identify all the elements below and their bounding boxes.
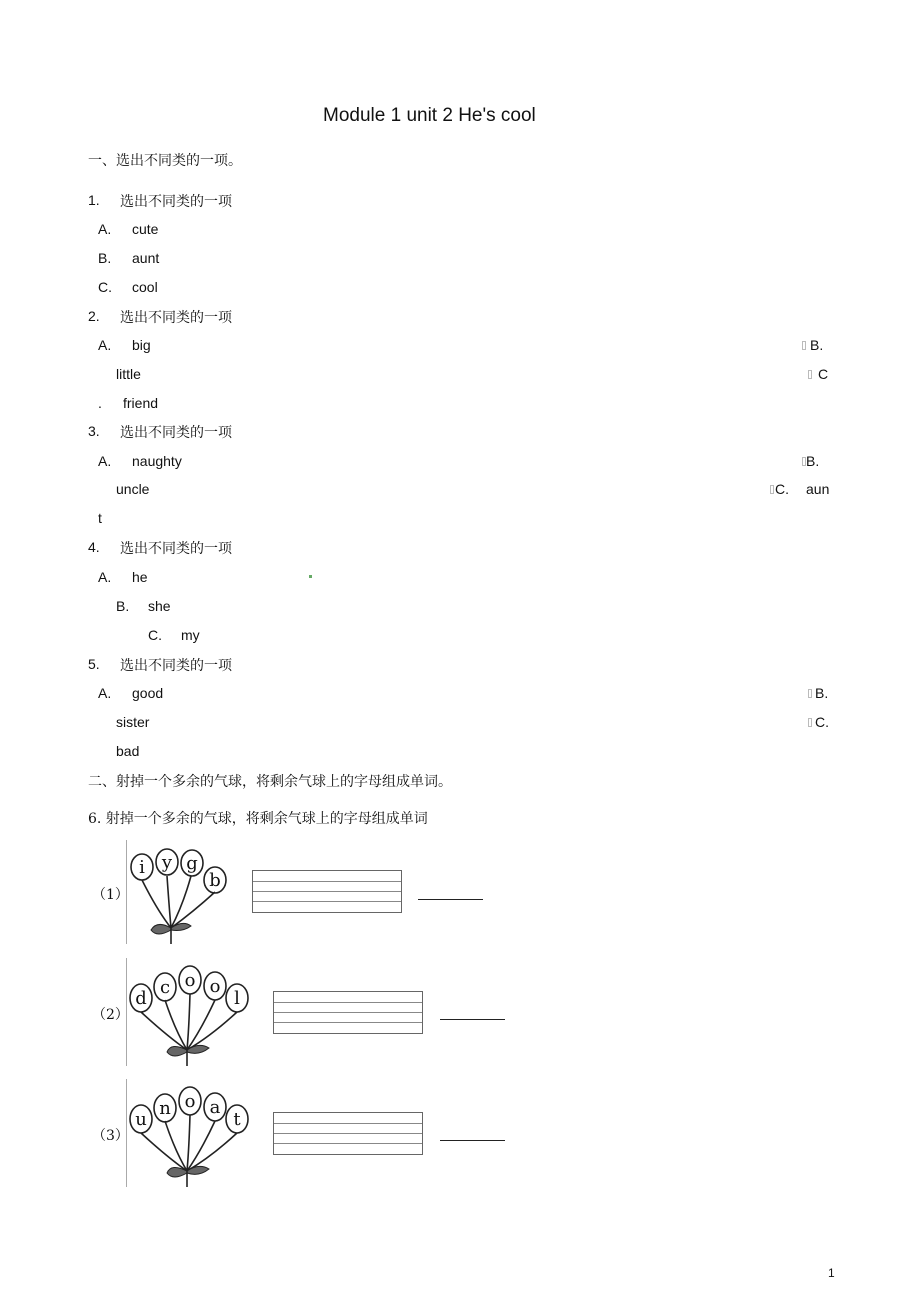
question-6-prompt: 6. 射掉一个多余的气球，将剩余气球上的字母组成单词 bbox=[88, 811, 428, 827]
balloon-letter: l bbox=[234, 988, 240, 1009]
answer-blank[interactable] bbox=[440, 1019, 505, 1020]
balloon-letter: o bbox=[209, 976, 221, 997]
scan-artifact bbox=[808, 718, 812, 727]
balloon-letter: g bbox=[186, 853, 198, 874]
balloon-letter: o bbox=[184, 1091, 196, 1112]
option-label: A. bbox=[98, 685, 112, 701]
question-2-number: 2. bbox=[88, 308, 100, 324]
balloon-letter: n bbox=[159, 1098, 171, 1119]
balloon-letter: o bbox=[184, 970, 196, 991]
question-3-number: 3. bbox=[88, 423, 100, 439]
question-5-number: 5. bbox=[88, 656, 100, 672]
option-label: A. bbox=[98, 453, 112, 469]
balloon-letter: i bbox=[139, 857, 145, 878]
option-text: bad bbox=[116, 743, 140, 759]
option-text: friend bbox=[123, 395, 159, 411]
balloon-letter: b bbox=[209, 870, 221, 891]
option-text: naughty bbox=[132, 453, 182, 469]
balloon-bunch-illustration bbox=[126, 840, 231, 944]
balloon-letter: a bbox=[209, 1097, 221, 1118]
option-text: t bbox=[98, 510, 102, 526]
option-label: C. bbox=[775, 481, 789, 497]
option-text: she bbox=[148, 598, 171, 614]
option-label: C. bbox=[98, 279, 112, 295]
question-5-prompt: 选出不同类的一项 bbox=[120, 658, 232, 674]
option-text: little bbox=[116, 366, 141, 382]
balloon-item-label: （3） bbox=[92, 1128, 129, 1144]
option-label: A. bbox=[98, 337, 112, 353]
question-1-number: 1. bbox=[88, 192, 100, 208]
option-label: B. bbox=[98, 250, 112, 266]
balloon-bunch-illustration bbox=[126, 958, 253, 1066]
option-label: B. bbox=[116, 598, 130, 614]
option-label: B. bbox=[806, 453, 820, 469]
option-text: cool bbox=[132, 279, 158, 295]
writing-lines[interactable] bbox=[252, 870, 402, 913]
option-label: A. bbox=[98, 221, 112, 237]
section-1-heading: 一、选出不同类的一项。 bbox=[88, 153, 242, 169]
option-text: sister bbox=[116, 714, 150, 730]
page-number: 1 bbox=[828, 1266, 835, 1280]
option-text: uncle bbox=[116, 481, 150, 497]
answer-blank[interactable] bbox=[418, 899, 483, 900]
option-label: C. bbox=[148, 627, 162, 643]
writing-lines[interactable] bbox=[273, 1112, 423, 1155]
option-label: C bbox=[818, 366, 829, 382]
option-label: C. bbox=[815, 714, 829, 730]
scan-artifact bbox=[770, 485, 774, 494]
balloon-letter: u bbox=[135, 1109, 147, 1130]
option-text: aun bbox=[806, 481, 830, 497]
balloon-item-label: （1） bbox=[92, 887, 129, 903]
balloon-bunch-illustration bbox=[126, 1079, 253, 1187]
option-text: good bbox=[132, 685, 164, 701]
balloon-letter: y bbox=[161, 852, 173, 873]
section-2-heading: 二、射掉一个多余的气球，将剩余气球上的字母组成单词。 bbox=[88, 774, 452, 790]
balloon-letter: c bbox=[159, 977, 171, 998]
scan-artifact bbox=[802, 341, 806, 350]
question-2-prompt: 选出不同类的一项 bbox=[120, 310, 232, 326]
balloon-item-label: （2） bbox=[92, 1007, 129, 1023]
scan-artifact bbox=[808, 689, 812, 698]
option-text: my bbox=[181, 627, 200, 643]
option-text: big bbox=[132, 337, 151, 353]
option-label: B. bbox=[815, 685, 829, 701]
scan-artifact bbox=[808, 370, 812, 379]
option-label: A. bbox=[98, 569, 112, 585]
option-text: aunt bbox=[132, 250, 160, 266]
question-3-prompt: 选出不同类的一项 bbox=[120, 425, 232, 441]
balloon-letter: d bbox=[135, 988, 147, 1009]
question-4-prompt: 选出不同类的一项 bbox=[120, 541, 232, 557]
answer-blank[interactable] bbox=[440, 1140, 505, 1141]
option-text: cute bbox=[132, 221, 159, 237]
scan-artifact bbox=[309, 575, 312, 578]
option-text: he bbox=[132, 569, 148, 585]
option-label: B. bbox=[810, 337, 824, 353]
question-1-prompt: 选出不同类的一项 bbox=[120, 194, 232, 210]
option-label-dot: . bbox=[98, 395, 102, 411]
question-4-number: 4. bbox=[88, 539, 100, 555]
balloon-letter: t bbox=[233, 1109, 241, 1130]
page-title: Module 1 unit 2 He's cool bbox=[323, 105, 536, 126]
writing-lines[interactable] bbox=[273, 991, 423, 1034]
